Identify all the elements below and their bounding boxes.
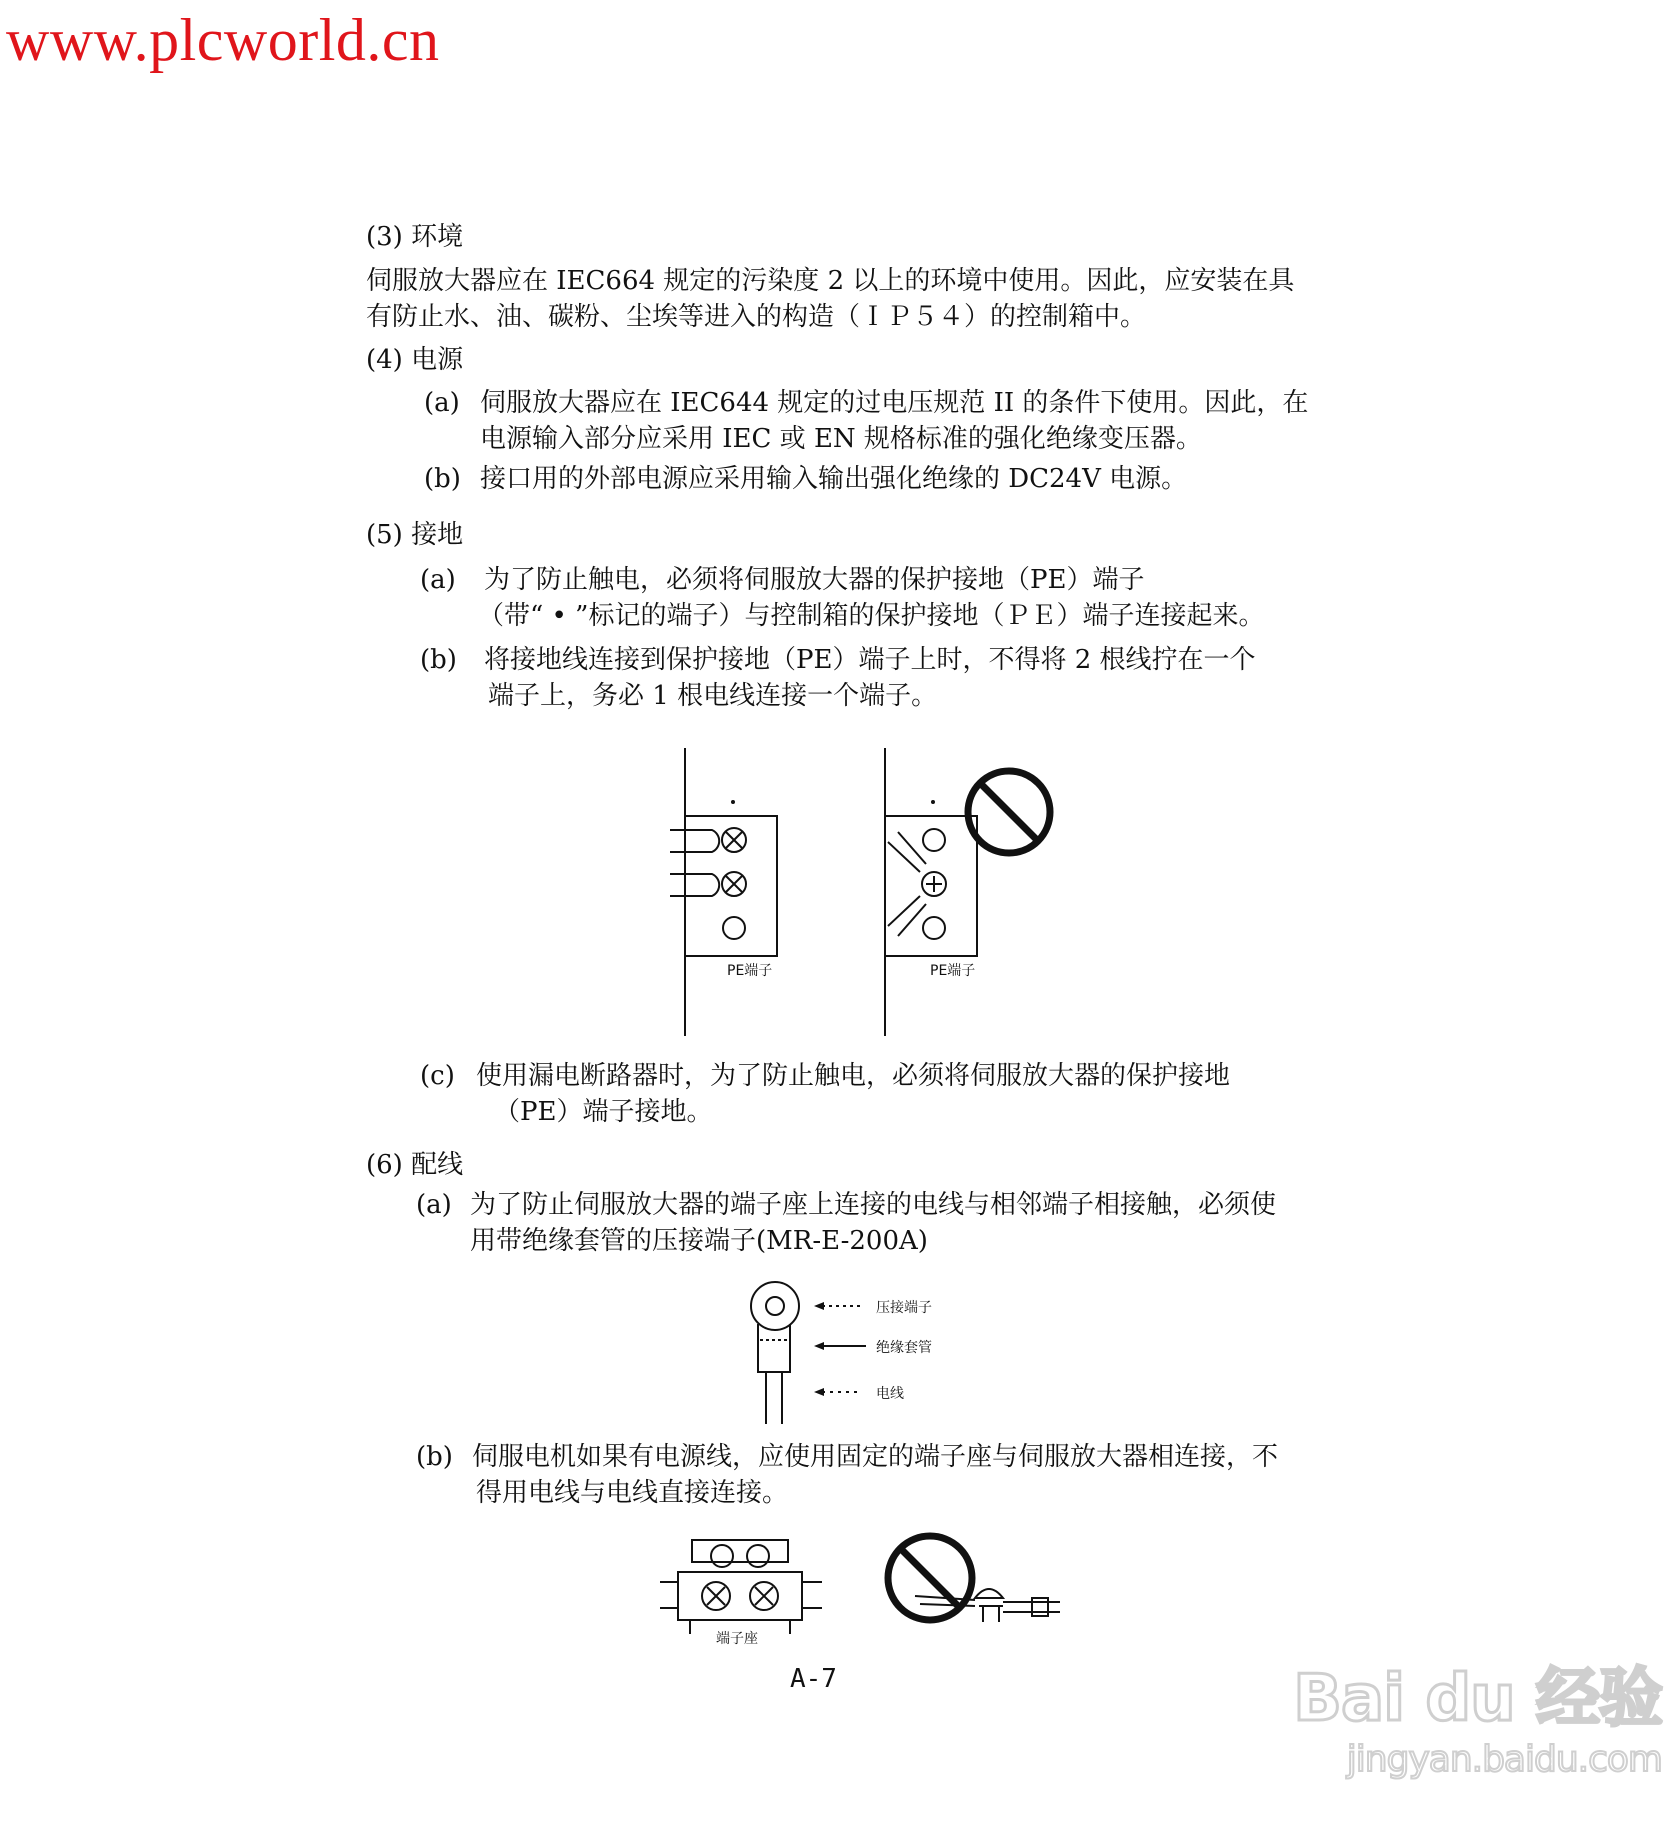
section-5c-line1: 使用漏电断路器时，为了防止触电，必须将伺服放大器的保护接地: [476, 1061, 1231, 1091]
section-5-heading: (5) 接地: [366, 520, 464, 550]
baidu-url: jingyan.baidu.com: [1346, 1739, 1662, 1780]
section-3-text-line2: 有防止水、油、碳粉、尘埃等进入的构造（ＩＰ５４）的控制箱中。: [366, 302, 1147, 332]
callout-wire: 电线: [876, 1386, 904, 1402]
section-3-heading: (3) 环境: [366, 222, 464, 252]
section-3-text-line1: 伺服放大器应在 IEC664 规定的污染度 2 以上的环境中使用。因此，应安装在具: [366, 266, 1295, 296]
baidu-logo: Bai du 经验: [1293, 1662, 1662, 1736]
page-number: A-7: [790, 1664, 837, 1694]
section-5a-line1: 为了防止触电，必须将伺服放大器的保护接地（PE）端子: [484, 565, 1145, 595]
section-4b-label: (b): [424, 464, 461, 494]
callout-crimp-terminal: 压接端子: [876, 1300, 932, 1316]
section-4b-line1: 接口用的外部电源应采用输入输出强化绝缘的 DC24V 电源。: [480, 464, 1188, 494]
section-5b-label: (b): [420, 645, 457, 675]
section-6a-label: (a): [416, 1190, 452, 1220]
section-6a-line1: 为了防止伺服放大器的端子座上连接的电线与相邻端子相接触，必须使: [470, 1190, 1277, 1220]
section-6b-line1: 伺服电机如果有电源线，应使用固定的端子座与伺服放大器相连接，不: [472, 1442, 1279, 1472]
baidu-watermark: [1262, 1537, 1662, 1780]
section-6-heading: (6) 配线: [366, 1150, 464, 1180]
section-5c-label: (c): [420, 1061, 455, 1091]
section-5a-label: (a): [420, 565, 456, 595]
section-5a-line2: （带“ • ”标记的端子）与控制箱的保护接地（ＰＥ）端子连接起来。: [478, 601, 1265, 631]
section-6b-line2: 得用电线与电线直接连接。: [476, 1478, 789, 1508]
section-4a-label: (a): [424, 388, 460, 418]
section-6b-label: (b): [416, 1442, 453, 1472]
section-4a-line1: 伺服放大器应在 IEC644 规定的过电压规范 II 的条件下使用。因此，在: [480, 388, 1309, 418]
terminal-block-label: 端子座: [716, 1631, 758, 1647]
section-6a-line2: 用带绝缘套管的压接端子(MR-E-200A): [470, 1226, 928, 1256]
section-5c-line2: （PE）端子接地。: [494, 1097, 713, 1127]
section-4a-line2: 电源输入部分应采用 IEC 或 EN 规格标准的强化绝缘变压器。: [480, 424, 1202, 454]
site-watermark: www.plcworld.cn: [6, 7, 440, 73]
pe-terminal-label-right: PE端子: [930, 963, 976, 979]
pe-terminal-label-left: PE端子: [727, 963, 773, 979]
section-5b-line2: 端子上，务必 1 根电线连接一个端子。: [488, 681, 938, 711]
callout-insulation-sleeve: 绝缘套管: [876, 1340, 932, 1356]
section-5b-line1: 将接地线连接到保护接地（PE）端子上时，不得将 2 根线拧在一个: [484, 645, 1256, 675]
section-4-heading: (4) 电源: [366, 345, 464, 375]
